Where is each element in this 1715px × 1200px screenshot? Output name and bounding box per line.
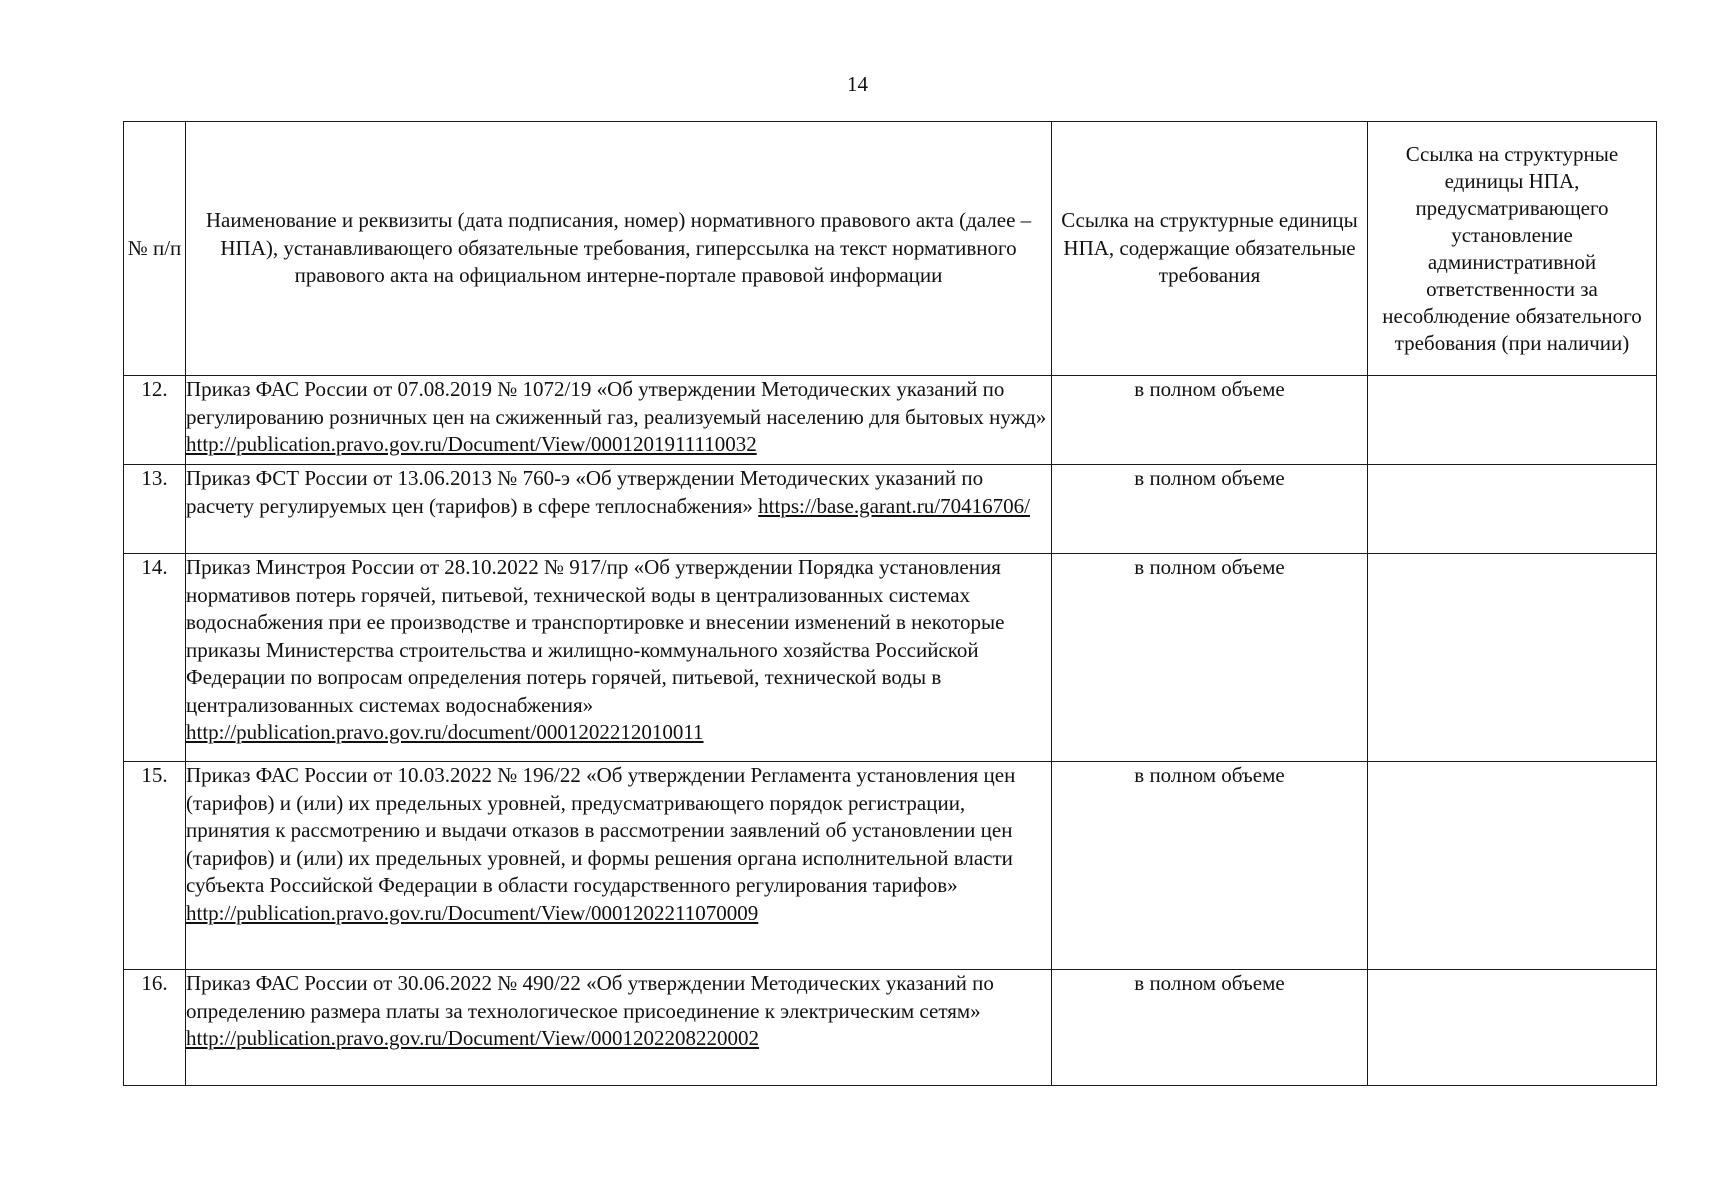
structural-reference: в полном объеме: [1052, 970, 1368, 1086]
administrative-reference: [1368, 376, 1657, 465]
npa-hyperlink[interactable]: http://publication.pravo.gov.ru/Document/View/0001202208220002: [186, 1026, 760, 1050]
structural-reference: в полном объеме: [1052, 554, 1368, 762]
table-row: [124, 465, 1657, 554]
table-row: [124, 376, 1657, 465]
page-number: 14: [847, 72, 868, 96]
row-number: 13.: [124, 465, 186, 554]
table-row: [124, 554, 1657, 762]
structural-reference: в полном объеме: [1052, 376, 1368, 465]
table-header-row: [124, 122, 1657, 376]
npa-title: Приказ ФСТ России от 13.06.2013 № 760-э «Об утверждении Методических указаний по расчету регулируемых цен (тарифов) в сфере теплоснабжения»: [186, 466, 984, 518]
structural-reference: в полном объеме: [1052, 465, 1368, 554]
administrative-reference: [1368, 554, 1657, 762]
npa-hyperlink[interactable]: http://publication.pravo.gov.ru/document/0001202212010011: [186, 720, 704, 744]
table-row: [124, 762, 1657, 970]
npa-title: Приказ Минстроя России от 28.10.2022 № 917/пр «Об утверждении Порядка установления нормативов потерь горячей, питьевой, технической воды в централизованных системах водоснабжения при ее производстве и транспортировке и внесении изменений в некоторые приказы Министерства строительства и жилищно-коммунального хозяйства Российской Федерации по вопросам определения потерь горячей, питьевой, технической воды в централизованных системах водоснабжения»: [186, 555, 1005, 717]
header-npa-name: Наименование и реквизиты (дата подписания, номер) нормативного правового акта (далее – НПА), устанавливающего обязательные требования, гиперссылка на текст нормативного правового акта на официальном интерне-портале правовой информации: [186, 122, 1052, 376]
row-number: 16.: [124, 970, 186, 1086]
administrative-reference: [1368, 762, 1657, 970]
npa-description: [186, 376, 1052, 465]
npa-hyperlink[interactable]: http://publication.pravo.gov.ru/Document/View/0001202211070009: [186, 900, 759, 925]
table-row: [124, 970, 1657, 1086]
structural-reference: в полном объеме: [1052, 762, 1368, 970]
row-number: 12.: [124, 376, 186, 465]
npa-hyperlink[interactable]: https://base.garant.ru/70416706/: [758, 493, 1030, 518]
row-number: 14.: [124, 554, 186, 762]
npa-title: Приказ ФАС России от 07.08.2019 № 1072/19 «Об утверждении Методических указаний по регулированию розничных цен на сжиженный газ, реализуемый населению для бытовых нужд»: [186, 377, 1047, 429]
header-number: № п/п: [124, 122, 186, 376]
npa-description: [186, 554, 1052, 762]
row-number: 15.: [124, 762, 186, 970]
npa-description: [186, 970, 1052, 1086]
npa-title: Приказ ФАС России от 10.03.2022 № 196/22 «Об утверждении Регламента установления цен (тарифов) и (или) их предельных уровней, предусматривающего порядок регистрации, принятия к рассмотрению и выдачи отказов в рассмотрении заявлений об установлении цен (тарифов) и (или) их предельных уровней, и формы решения органа исполнительной власти субъекта Российской Федерации в области государственного регулирования тарифов»: [186, 763, 1016, 897]
header-structural-reference: Ссылка на структурные единицы НПА, содержащие обязательные требования: [1052, 122, 1368, 376]
npa-table: [123, 121, 1657, 1086]
npa-title: Приказ ФАС России от 30.06.2022 № 490/22 «Об утверждении Методических указаний по определению размера платы за технологическое присоединение к электрическим сетям»: [186, 971, 994, 1023]
npa-description: [186, 465, 1052, 554]
administrative-reference: [1368, 970, 1657, 1086]
administrative-reference: [1368, 465, 1657, 554]
npa-description: [186, 762, 1052, 970]
header-administrative-liability: Ссылка на структурные единицы НПА, предусматривающего установление административной ответственности за несоблюдение обязательного требования (при наличии): [1368, 122, 1657, 376]
npa-hyperlink[interactable]: http://publication.pravo.gov.ru/Document/View/0001201911110032: [186, 432, 757, 456]
